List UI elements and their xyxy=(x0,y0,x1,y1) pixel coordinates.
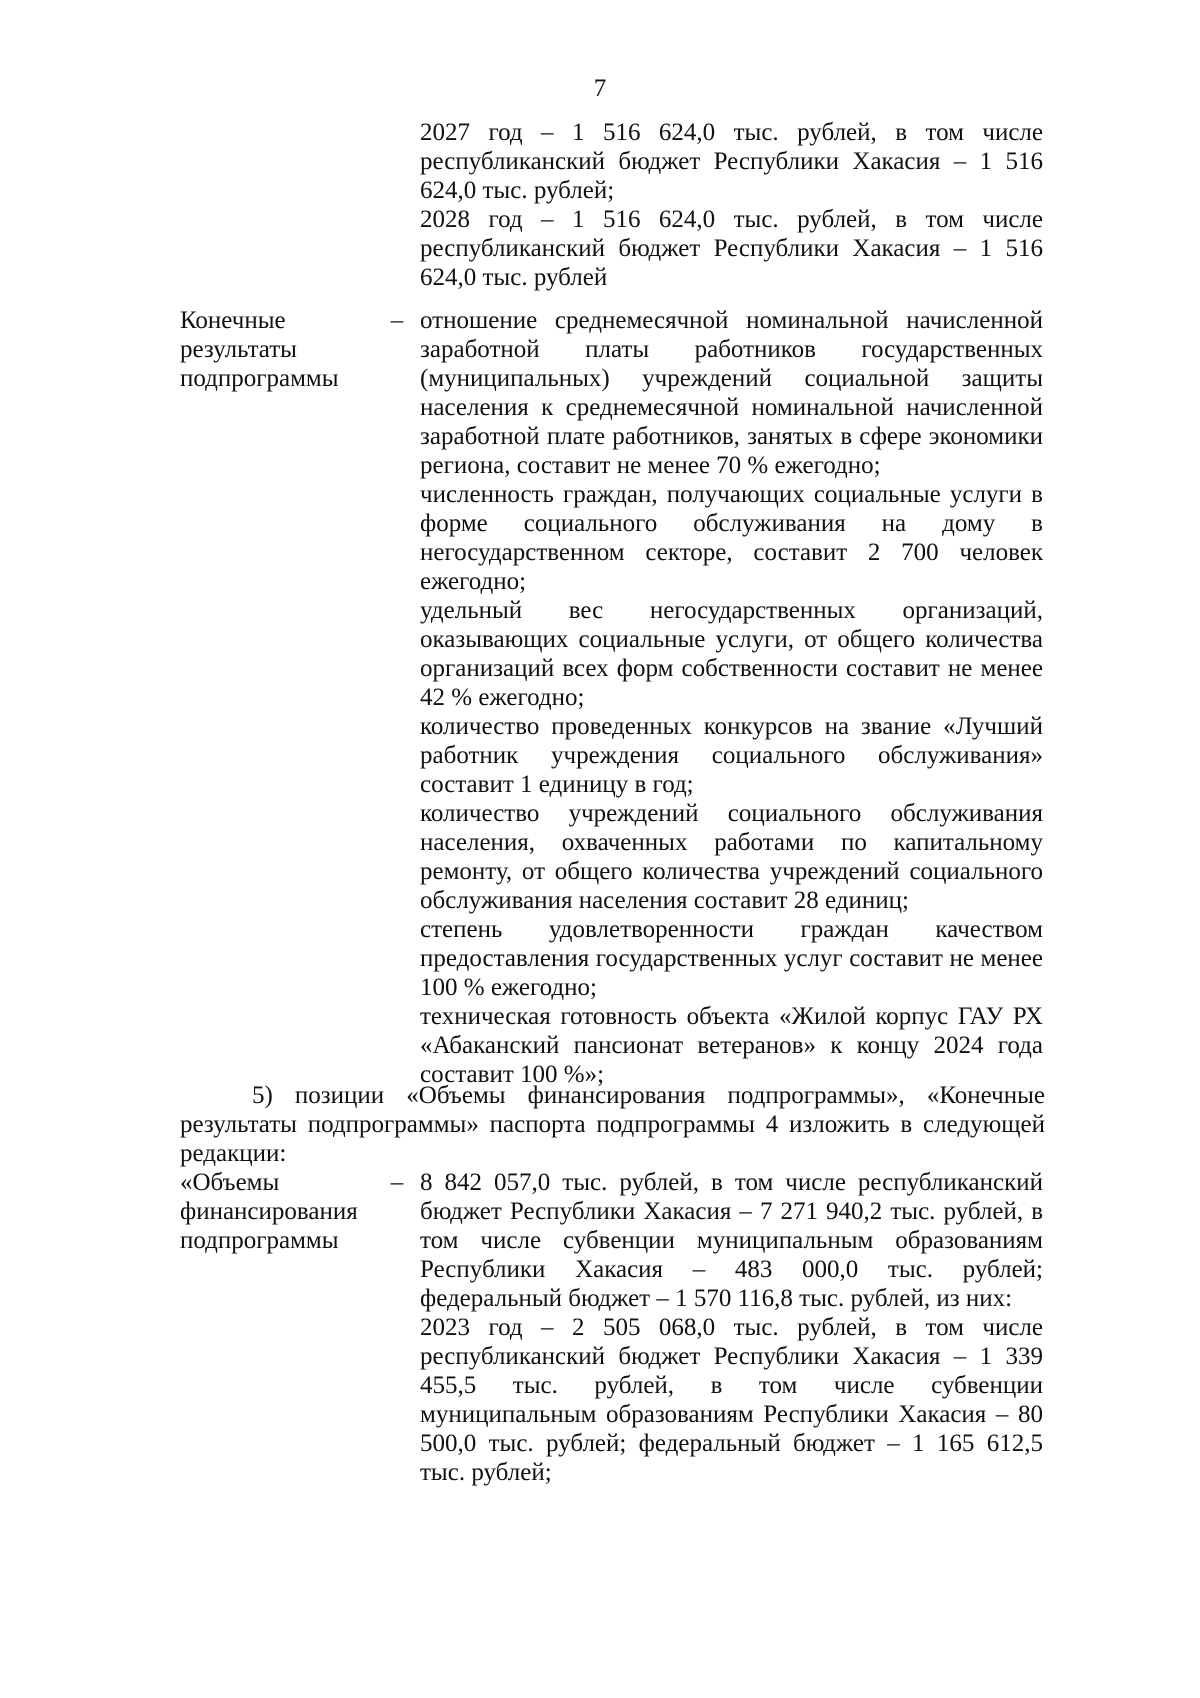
final-results-label: Конечные результаты подпрограммы xyxy=(180,307,339,392)
result-item: численность граждан, получающих социальные услуги в форме социального обслуживания на дому в негосударственном секторе, составит 2 700 человек ежегодно; xyxy=(420,481,1043,595)
funding-continuation-text xyxy=(420,118,1043,292)
result-item: техническая готовность объекта «Жилой корпус ГАУ РХ «Абаканский пансионат ветеранов» к концу 2024 года составит 100 %»; xyxy=(420,1003,1043,1088)
result-item: отношение среднемесячной номинальной начисленной заработной платы работников государственных (муниципальных) учреждений социальной защиты населения к среднемесячной номинальной начисленной заработной плате работников, занятых в сфере экономики региона, составит не менее 70 % ежегодно; xyxy=(420,307,1043,479)
funding-2028: 2028 год – 1 516 624,0 тыс. рублей, в том числе республиканский бюджет Республики Хакасия – 1 516 624,0 тыс. рублей xyxy=(420,206,1043,291)
item-5-text: 5) позиции «Объемы финансирования подпрограммы», «Конечные результаты подпрограммы» паспорта подпрограммы 4 изложить в следующей редакции: xyxy=(180,1082,1045,1167)
page-number: 7 xyxy=(593,75,607,102)
funding-2023: 2023 год – 2 505 068,0 тыс. рублей, в том числе республиканский бюджет Республики Хакасия – 1 339 455,5 тыс. рублей, в том числе субвенции муниципальным образованиям Республики Хакасия – 80 500,0 тыс. рублей; федеральный бюджет – 1 165 612,5 тыс. рублей; xyxy=(420,1314,1043,1486)
result-item: количество учреждений социального обслуживания населения, охваченных работами по капитальному ремонту, от общего количества учреждений социального обслуживания населения составит 28 единиц; xyxy=(420,800,1043,914)
funding-volumes-text xyxy=(420,1168,1043,1487)
funding-total: 8 842 057,0 тыс. рублей, в том числе республиканский бюджет Республики Хакасия – 7 271 940,2 тыс. рублей, в том числе субвенции муниципальным образованиям Республики Хакасия – 483 000,0 тыс. рублей; федеральный бюджет – 1 570 116,8 тыс. рублей, из них: xyxy=(420,1169,1043,1312)
final-results-row xyxy=(180,306,1050,1088)
final-results-dash: – xyxy=(390,307,404,334)
item-5 xyxy=(180,1081,1045,1168)
result-item: удельный вес негосударственных организаций, оказывающих социальные услуги, от общего количества организаций всех форм собственности составит не менее 42 % ежегодно; xyxy=(420,597,1043,711)
funding-2027: 2027 год – 1 516 624,0 тыс. рублей, в том числе республиканский бюджет Республики Хакасия – 1 516 624,0 тыс. рублей; xyxy=(420,119,1043,204)
funding-continuation xyxy=(180,118,1050,293)
final-results-text xyxy=(420,306,1043,1089)
funding-volumes-label: «Объемы финансирования подпрограммы xyxy=(180,1169,358,1254)
funding-volumes-row xyxy=(180,1168,1050,1486)
funding-volumes-dash: – xyxy=(390,1169,404,1196)
result-item: степень удовлетворенности граждан качеством предоставления государственных услуг составит не менее 100 % ежегодно; xyxy=(420,916,1043,1001)
result-item: количество проведенных конкурсов на звание «Лучший работник учреждения социального обслуживания» составит 1 единицу в год; xyxy=(420,713,1043,798)
